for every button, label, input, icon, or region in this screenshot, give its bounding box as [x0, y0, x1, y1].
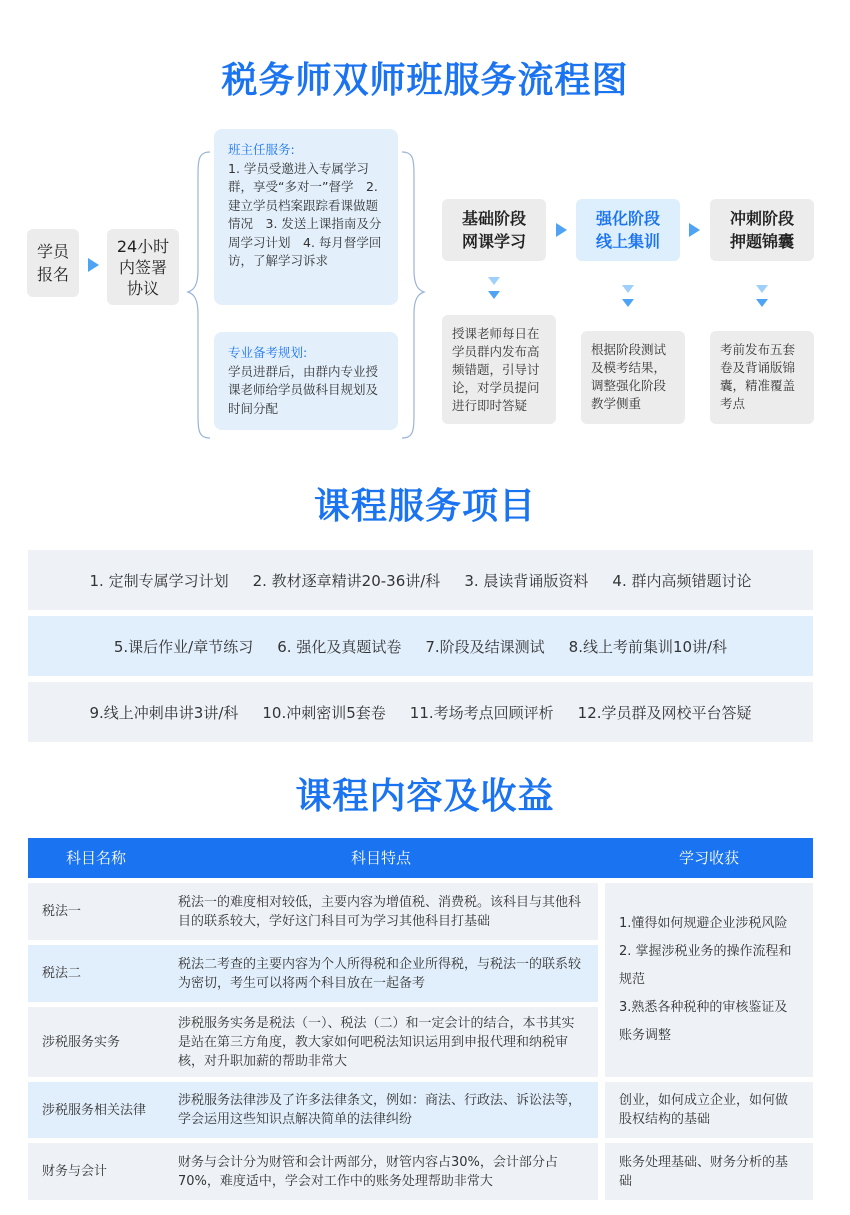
stage-sprint: 冲刺阶段 押题锦囊	[710, 199, 814, 261]
service-item: 8.线上考前集训10讲/科	[568, 637, 728, 656]
arrow-down-icon	[756, 299, 768, 307]
service-item: 12.学员群及网校平台答疑	[577, 703, 752, 722]
service-item: 7.阶段及结课测试	[425, 637, 545, 656]
table-cell-subject: 涉税服务实务	[28, 1007, 164, 1077]
arrow-right-icon	[689, 223, 700, 237]
table-cell-features: 财务与会计分为财管和会计两部分，财管内容占30%，会计部分占70%，难度适中，学会对工作中的账务处理帮助非常大	[164, 1143, 598, 1200]
table-cell-features: 涉税服务法律涉及了许多法律条文，例如：商法、行政法、诉讼法等，学会运用这些知识点解决简单的法律纠纷	[164, 1082, 598, 1138]
head-teacher-body: 1. 学员受邀进入专属学习群，享受“多对一”督学 2. 建立学员档案跟踪看课做题情况 3. 发送上课指南及分周学习计划 4. 每月督学回访，了解学习诉求	[228, 160, 382, 268]
stage-intensive-detail: 根据阶段测试及模考结果，调整强化阶段教学侧重	[581, 331, 685, 424]
service-item: 1. 定制专属学习计划	[89, 571, 229, 590]
content-title: 课程内容及收益	[295, 776, 555, 817]
table-cell-gains: 1.懂得如何规避企业涉税风险 2. 掌握涉税业务的操作流程和规范 3.熟悉各种税种的审核鉴证及账务调整	[605, 883, 813, 1077]
table-cell-features: 涉税服务实务是税法（一）、税法（二）和一定会计的结合，本书其实是站在第三方角度，教大家如何吧税法知识运用到申报代理和纳税审核，对升职加薪的帮助非常大	[164, 1007, 598, 1077]
arrow-right-icon	[556, 223, 567, 237]
header-subject: 科目名称	[65, 849, 126, 867]
service-item: 11.考场考点回顾评析	[409, 703, 554, 722]
arrow-down-icon	[622, 299, 634, 307]
table-cell-subject: 税法二	[28, 945, 164, 1002]
services-title: 课程服务项目	[313, 486, 536, 527]
flow-title: 税务师双师班服务流程图	[221, 60, 629, 101]
service-item: 3. 晨读背诵版资料	[464, 571, 589, 590]
service-item: 2. 教材逐章精讲20-36讲/科	[252, 571, 441, 590]
stage-basic: 基础阶段 网课学习	[442, 199, 546, 261]
table-cell-gains: 创业，如何成立企业，如何做股权结构的基础	[605, 1082, 813, 1138]
table-cell-features: 税法二考查的主要内容为个人所得税和企业所得税，与税法一的联系较为密切，考生可以将两个科目放在一起备考	[164, 945, 598, 1002]
stage-basic-detail: 授课老师每日在学员群内发布高频错题，引导讨论，对学员提问进行即时答疑	[442, 315, 556, 424]
arrow-down-icon	[488, 291, 500, 299]
exam-planning-body: 学员进群后，由群内专业授课老师给学员做科目规划及时间分配	[228, 363, 379, 416]
table-cell-gains: 账务处理基础、财务分析的基础	[605, 1143, 813, 1200]
service-item: 9.线上冲刺串讲3讲/科	[89, 703, 239, 722]
arrow-down-icon	[756, 285, 768, 293]
table-cell-features: 税法一的难度相对较低，主要内容为增值税、消费税。该科目与其他科目的联系较大，学好这门科目可为学习其他科目打基础	[164, 883, 598, 940]
sign-agreement-box: 24小时 内签署 协议	[107, 229, 179, 305]
service-item: 4. 群内高频错题讨论	[612, 571, 752, 590]
header-features: 科目特点	[350, 849, 411, 867]
right-brace-icon	[400, 150, 426, 440]
head-teacher-service-box	[214, 129, 398, 305]
arrow-down-icon	[622, 285, 634, 293]
table-cell-subject: 税法一	[28, 883, 164, 940]
services-row-1	[28, 550, 813, 610]
arrow-down-icon	[488, 277, 500, 285]
service-item: 5.课后作业/章节练习	[113, 637, 254, 656]
arrow-right-icon	[88, 258, 99, 272]
stage-sprint-detail: 考前发布五套卷及背诵版锦囊，精准覆盖考点	[710, 331, 814, 424]
enroll-box: 学员 报名	[27, 229, 79, 297]
table-cell-subject: 财务与会计	[28, 1143, 164, 1200]
service-item: 6. 强化及真题试卷	[277, 637, 402, 656]
services-row-2	[28, 616, 813, 676]
stage-intensive: 强化阶段 线上集训	[576, 199, 680, 261]
table-cell-subject: 涉税服务相关法律	[28, 1082, 164, 1138]
header-gains: 学习收获	[678, 849, 739, 867]
table-header	[28, 838, 813, 878]
exam-planning-heading: 专业备考规划:	[228, 345, 308, 360]
services-row-3	[28, 682, 813, 742]
left-brace-icon	[186, 150, 212, 440]
service-item: 10.冲刺密训5套卷	[262, 703, 386, 722]
exam-planning-box	[214, 332, 398, 430]
head-teacher-heading: 班主任服务:	[228, 142, 295, 157]
